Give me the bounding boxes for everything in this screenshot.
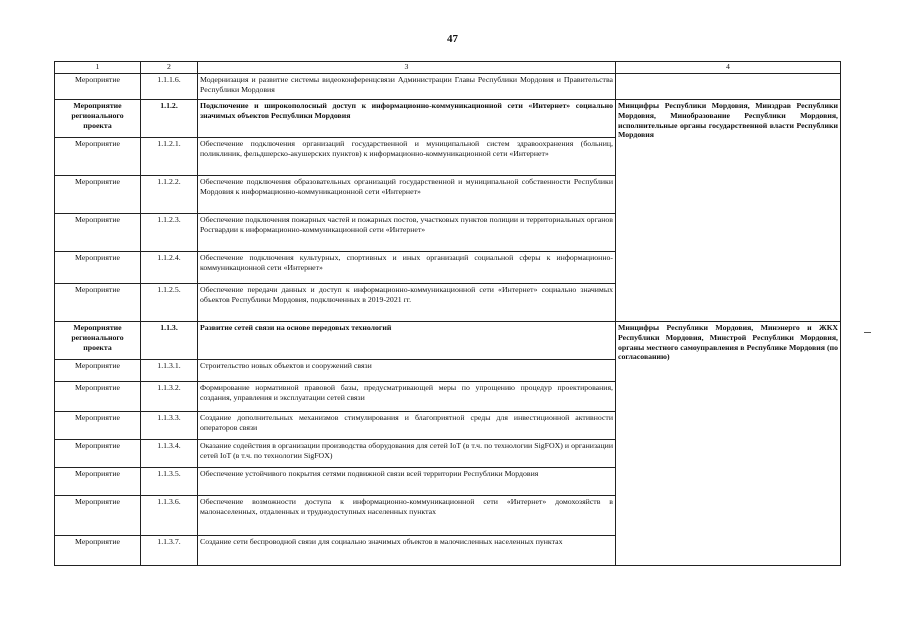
row-type: Мероприятие xyxy=(55,535,141,565)
table-row xyxy=(55,73,841,99)
row-code: 1.1.3.1. xyxy=(141,359,198,381)
table-row-project xyxy=(55,321,841,359)
row-type: Мероприятие xyxy=(55,495,141,535)
row-code: 1.1.3.3. xyxy=(141,411,198,439)
row-text: Развитие сетей связи на основе передовых технологий xyxy=(198,321,616,359)
row-text: Строительство новых объектов и сооружений связи xyxy=(198,359,616,381)
row-text: Формирование нормативной правовой базы, предусматривающей меры по упрощению процедур проектирования, создания, управления и эксплуатации сетей связи xyxy=(198,381,616,411)
row-code: 1.1.3.7. xyxy=(141,535,198,565)
row-type: Мероприятие xyxy=(55,175,141,213)
row-text: Оказание содействия в организации производства оборудования для сетей IoT (в т.ч. по технологии SigFOX) и организации сетей IoT (в т.ч. по технологии SigFOX) xyxy=(198,439,616,467)
row-code: 1.1.3.4. xyxy=(141,439,198,467)
page-number: 47 xyxy=(447,33,458,45)
row-text: Обеспечение возможности доступа к информационно-коммуникационной сети «Интернет» домохозяйств в малонаселенных, отдаленных и труднодоступных населенных пунктах xyxy=(198,495,616,535)
row-code: 1.1.2.2. xyxy=(141,175,198,213)
row-type: Мероприятие регионального проекта xyxy=(55,321,141,359)
row-type: Мероприятие xyxy=(55,251,141,283)
row-code: 1.1.3.2. xyxy=(141,381,198,411)
table-row-project xyxy=(55,99,841,137)
row-code: 1.1.3.5. xyxy=(141,467,198,495)
row-type: Мероприятие xyxy=(55,213,141,251)
row-code: 1.1.2.4. xyxy=(141,251,198,283)
row-code: 1.1.3. xyxy=(141,321,198,359)
row-type: Мероприятие xyxy=(55,137,141,175)
table-header-row xyxy=(55,62,841,74)
measures-table xyxy=(54,61,841,566)
row-type: Мероприятие xyxy=(55,73,141,99)
responsible-group-2: Минцифры Республики Мордовия, Минздрав Республики Мордовия, Минобразование Республики Мордовия, исполнительные органы государственной власти Республики Мордовия xyxy=(616,99,841,321)
row-code: 1.1.2.3. xyxy=(141,213,198,251)
row-text: Создание сети беспроводной связи для социально значимых объектов в малочисленных населенных пунктах xyxy=(198,535,616,565)
row-text: Обеспечение подключения культурных, спортивных и иных организаций социальной сферы к информационно-коммуникационной сети «Интернет» xyxy=(198,251,616,283)
row-text: Обеспечение подключения организаций государственной и муниципальной систем здравоохранения (больниц, поликлиник, фельдшерско-акушерских пунктов) к информационно-коммуникационной сети «Интернет» xyxy=(198,137,616,175)
row-type: Мероприятие xyxy=(55,283,141,321)
row-type: Мероприятие xyxy=(55,411,141,439)
row-code: 1.1.2.1. xyxy=(141,137,198,175)
row-type: Мероприятие регионального проекта xyxy=(55,99,141,137)
row-text: Создание дополнительных механизмов стимулирования и благоприятной среды для инвестиционной активности операторов связи xyxy=(198,411,616,439)
row-type: Мероприятие xyxy=(55,359,141,381)
row-text: Обеспечение устойчивого покрытия сетями подвижной связи всей территории Республики Мордовия xyxy=(198,467,616,495)
row-type: Мероприятие xyxy=(55,467,141,495)
header-col-3: 3 xyxy=(198,62,616,74)
row-code: 1.1.1.6. xyxy=(141,73,198,99)
row-text: Обеспечение подключения пожарных частей и пожарных постов, участковых пунктов полиции и территориальных органов Росгвардии к информационно-коммуникационной сети «Интернет» xyxy=(198,213,616,251)
row-text: Обеспечение передачи данных и доступ к информационно-коммуникационной сети «Интернет» социально значимых объектов Республики Мордовия, подключенных в 2019-2021 гг. xyxy=(198,283,616,321)
responsible-cell-empty xyxy=(616,73,841,99)
row-code: 1.1.3.6. xyxy=(141,495,198,535)
row-text: Обеспечение подключения образовательных организаций государственной и муниципальной собственности Республики Мордовия к информационно-коммуникационной сети «Интернет» xyxy=(198,175,616,213)
row-text: Подключение и широкополосный доступ к информационно-коммуникационной сети «Интернет» социально значимых объектов Республики Мордовия xyxy=(198,99,616,137)
responsible-group-3: Минцифры Республики Мордовия, Минэнерго и ЖКХ Республики Мордовия, Минстрой Республики Мордовия, органы местного самоуправления в Республике Мордовия (по согласованию) xyxy=(616,321,841,565)
row-code: 1.1.2.5. xyxy=(141,283,198,321)
header-col-1: 1 xyxy=(55,62,141,74)
row-text: Модернизация и развитие системы видеоконференцсвязи Администрации Главы Республики Мордовия и Правительства Республики Мордовия xyxy=(198,73,616,99)
header-col-4: 4 xyxy=(616,62,841,74)
row-code: 1.1.2. xyxy=(141,99,198,137)
header-col-2: 2 xyxy=(141,62,198,74)
row-type: Мероприятие xyxy=(55,439,141,467)
row-type: Мероприятие xyxy=(55,381,141,411)
margin-mark xyxy=(864,332,871,333)
